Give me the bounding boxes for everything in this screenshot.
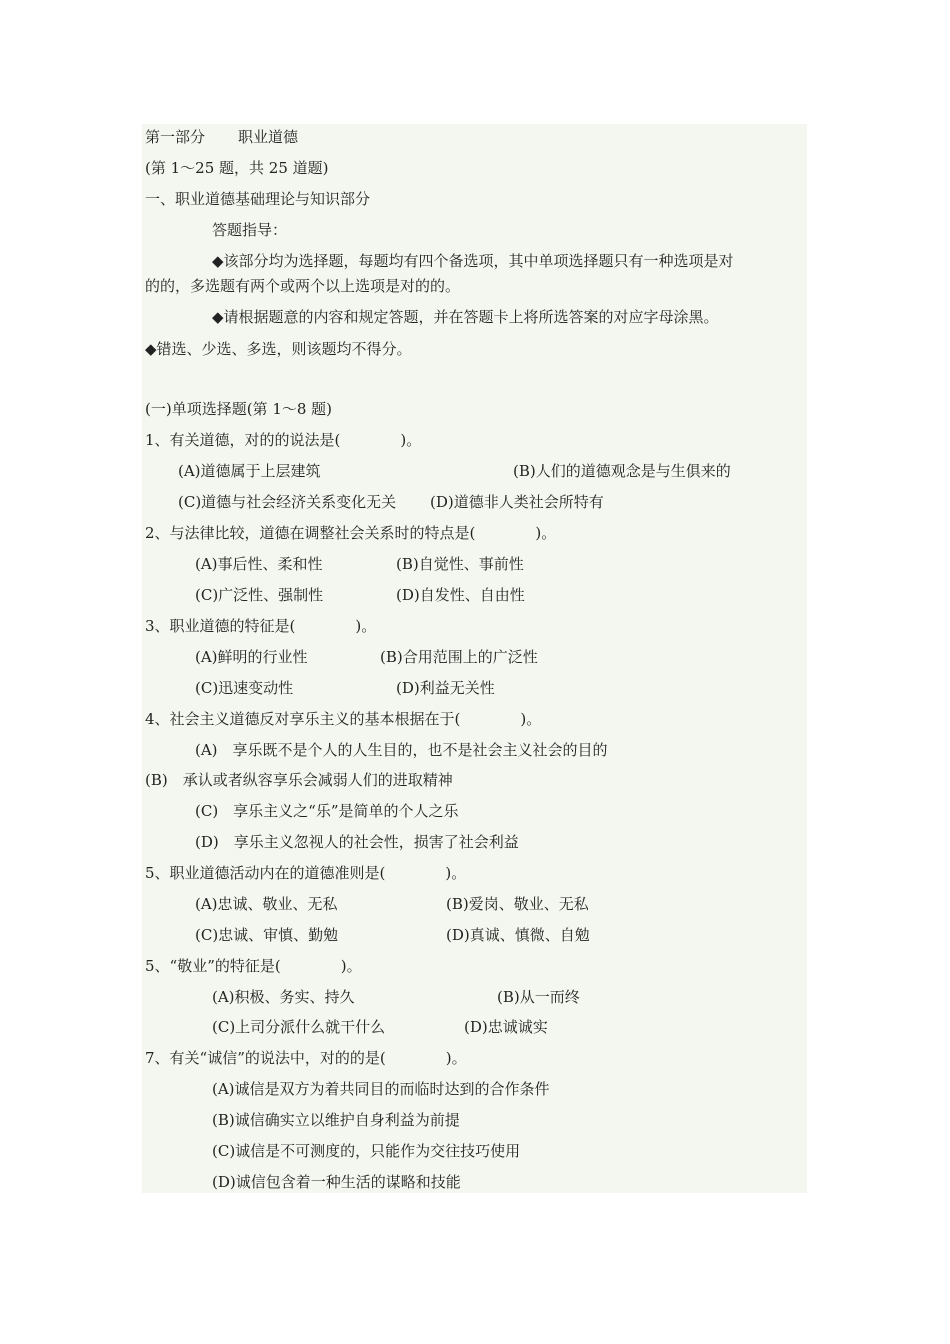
option-c: (C)广泛性、强制性 — [195, 586, 324, 604]
option-d: (D)自发性、自由性 — [396, 586, 525, 604]
option-b: (B)诚信确实立以维护自身利益为前提 — [212, 1111, 460, 1129]
option-d: (D)忠诚诚实 — [464, 1018, 548, 1036]
option-d: (D)真诚、慎微、自勉 — [446, 926, 590, 944]
option-b: (B)人们的道德观念是与生俱来的 — [513, 462, 731, 480]
question-stem: 2、与法律比较，道德在调整社会关系时的特点是( )。 — [145, 524, 557, 542]
option-a: (A)诚信是双方为着共同目的而临时达到的合作条件 — [212, 1080, 550, 1098]
option-d: (D) 享乐主义忽视人的社会性，损害了社会利益 — [195, 833, 519, 851]
option-a: (A) 享乐既不是个人的人生目的，也不是社会主义社会的目的 — [195, 741, 608, 759]
option-b: (B)自觉性、事前性 — [396, 555, 524, 573]
question-stem: 5、“敬业”的特征是( )。 — [145, 957, 362, 975]
guide-line-3: ◆错选、少选、多选，则该题均不得分。 — [145, 340, 412, 358]
guide-line-1b: 的的，多选题有两个或两个以上选项是对的的。 — [145, 277, 461, 295]
option-b: (B)合用范围上的广泛性 — [380, 648, 538, 666]
option-c: (C)迅速变动性 — [195, 679, 294, 697]
option-c: (C)诚信是不可测度的，只能作为交往技巧使用 — [212, 1142, 521, 1160]
part-title: 第一部分 — [145, 128, 206, 146]
guide-line-1a: ◆该部分均为选择题，每题均有四个备选项，其中单项选择题只有一种选项是对 — [212, 252, 734, 270]
guide-title: 答题指导： — [212, 221, 288, 239]
option-c: (C)忠诚、审慎、勤勉 — [195, 926, 339, 944]
option-a: (A)积极、务实、持久 — [212, 988, 355, 1006]
question-range: (第 1～25 题，共 25 道题) — [145, 159, 329, 177]
part-name: 职业道德 — [238, 128, 299, 146]
option-d: (D)利益无关性 — [396, 679, 495, 697]
option-c: (C) 享乐主义之“乐”是简单的个人之乐 — [195, 802, 459, 820]
question-stem: 4、社会主义道德反对享乐主义的基本根据在于( )。 — [145, 710, 542, 728]
section-title: 一、职业道德基础理论与知识部分 — [145, 190, 371, 208]
option-b: (B) 承认或者纵容享乐会减弱人们的进取精神 — [145, 771, 453, 789]
guide-line-2: ◆请根据题意的内容和规定答题，并在答题卡上将所选答案的对应字母涂黑。 — [212, 308, 719, 326]
question-stem: 1、有关道德，对的的说法是( )。 — [145, 431, 422, 449]
subsection-title: (一)单项选择题(第 1～8 题) — [145, 400, 333, 418]
option-b: (B)爱岗、敬业、无私 — [446, 895, 589, 913]
option-a: (A)忠诚、敬业、无私 — [195, 895, 338, 913]
option-c: (C)上司分派什么就干什么 — [212, 1018, 386, 1036]
option-a: (A)事后性、柔和性 — [195, 555, 323, 573]
option-c: (C)道德与社会经济关系变化无关 — [178, 493, 397, 511]
option-a: (A)道德属于上层建筑 — [178, 462, 321, 480]
option-b: (B)从一而终 — [497, 988, 580, 1006]
question-stem: 7、有关“诚信”的说法中，对的的是( )。 — [145, 1049, 467, 1067]
question-stem: 3、职业道德的特征是( )。 — [145, 617, 377, 635]
option-d: (D)道德非人类社会所特有 — [430, 493, 604, 511]
option-a: (A)鲜明的行业性 — [195, 648, 308, 666]
option-d: (D)诚信包含着一种生活的谋略和技能 — [212, 1173, 461, 1191]
question-stem: 5、职业道德活动内在的道德准则是( )。 — [145, 864, 467, 882]
